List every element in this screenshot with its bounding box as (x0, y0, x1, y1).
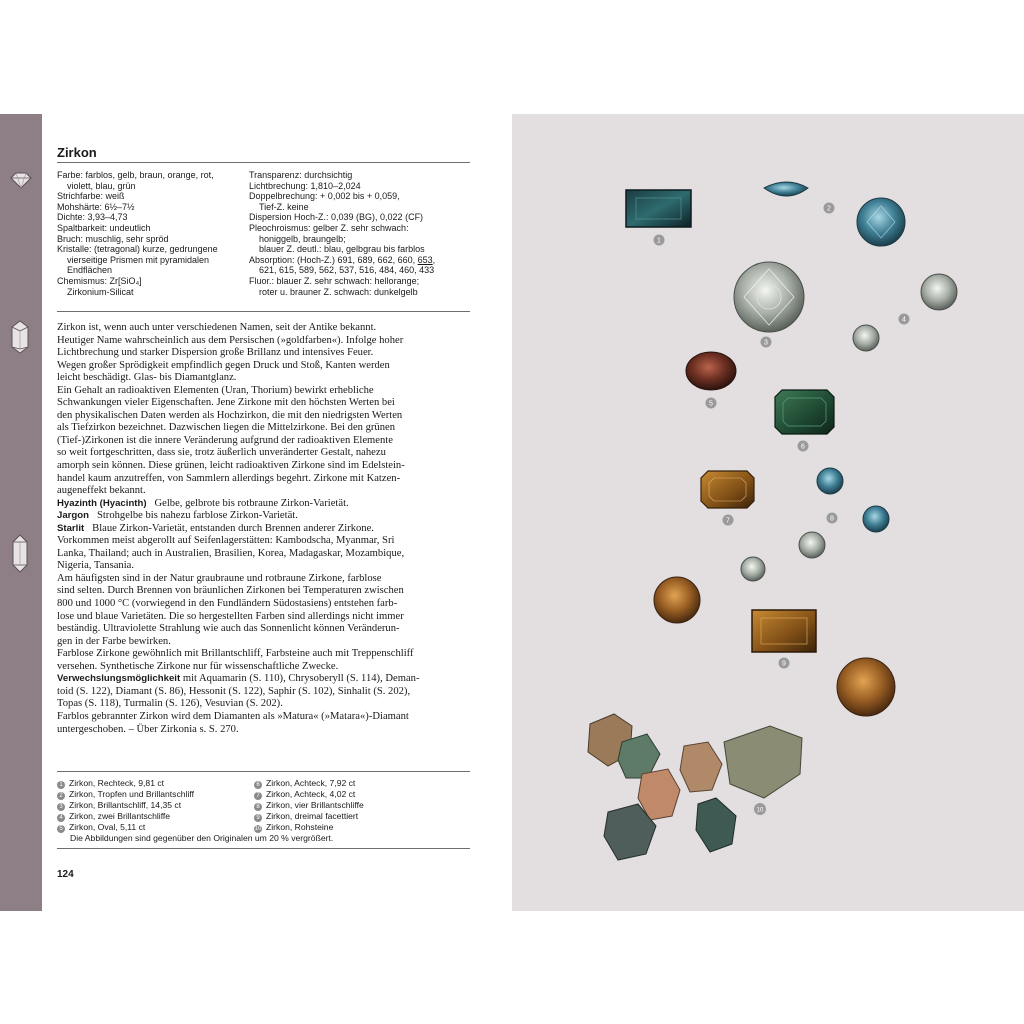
body-line: leicht beschädigt. Glas- bis Diamantglanz. (57, 372, 237, 384)
caption-item (57, 778, 194, 789)
body-line: Schwankungen vieler Eigenschaften. Jene Zirkone mit den höchsten Werten bei (57, 397, 395, 409)
absorption-underlined-value: 653 (417, 254, 433, 265)
caption-item (254, 778, 364, 789)
prop-kristalle-cont: vierseitige Prismen mit pyramidalen (67, 254, 210, 265)
chapter-sidebar (0, 114, 42, 911)
body-line: sind selten. Durch Brennen von bräunlichen Zirkonen bei Temperaturen zwischen (57, 585, 404, 597)
prop-farbe: Farbe: farblos, gelb, braun, orange, rot, (57, 170, 214, 180)
body-text (57, 322, 472, 736)
caption-number: 8 (254, 803, 262, 811)
body-line: Lanka, Thailand; auch in Australien, Brasilien, Korea, Madagaskar, Mozambique, (57, 547, 405, 559)
body-line: augeneffekt bekannt. (57, 485, 146, 497)
prop-chemismus: Chemismus: Zr[SiO₄] (57, 275, 142, 286)
variety-term: Starlit (57, 522, 85, 534)
body-line: Heutiger Name wahrscheinlich aus dem Persischen (»goldfarben«). Infolge hoher (57, 334, 404, 346)
variety-starlit (57, 523, 472, 536)
variety-term: Jargon (57, 510, 89, 522)
caption-item (254, 822, 364, 833)
gem-8-brilliant-d (741, 557, 765, 581)
prop-bruch: Bruch: muschlig, sehr spröd (57, 233, 169, 244)
gemstone-illustration (512, 114, 1024, 911)
photo-label-7: 7 (726, 517, 730, 525)
body-line: Zirkon ist, wenn auch unter verschiedenen Namen, seit der Antike bekannt. (57, 322, 377, 333)
body-line: Topas (S. 118), Turmalin (S. 126), Vesuvian (S. 202). (57, 698, 283, 710)
body-line: gen in der Farbe bewirken. (57, 635, 171, 647)
body-line: Farblose Zirkone gewöhnlich mit Brillantschliff, Farbsteine auch mit Treppenschliff (57, 648, 414, 660)
gem-10-rough-d (680, 742, 722, 792)
footer-rule (57, 848, 470, 849)
confusion-term: Verwechslungsmöglichkeit (57, 673, 181, 685)
caption-item (57, 811, 194, 822)
gem-5-oval (686, 352, 736, 390)
body-line: (Tief-)Zirkonen ist die innere Veränderung aufgrund der radioaktiven Elemente (57, 434, 393, 446)
diamond-icon (9, 170, 33, 190)
photo-label-1: 1 (657, 237, 661, 245)
body-line: Wegen großer Sprödigkeit empfindlich gegen Druck und Stoß, Kanten werden (57, 359, 390, 371)
absorption-comma: , (432, 254, 436, 265)
caption-item (57, 789, 194, 800)
caption-number: 5 (57, 825, 65, 833)
confusion-line (57, 673, 472, 686)
prop-doppelbrechung-cont: Tief-Z. keine (259, 201, 309, 212)
crystal-icon (9, 319, 31, 355)
page-number: 124 (57, 869, 74, 880)
caption-item (57, 800, 194, 811)
body-line: als Tiefzirkon bezeichnet. Dazwischen liegen die Mittelzirkone. Bei den grünen (57, 422, 396, 434)
caption-text: Zirkon, Brillantschliff, 14,35 ct (69, 800, 182, 811)
body-line: Ein Gehalt an radioaktiven Elementen (Uran, Thorium) bewirkt erhebliche (57, 384, 374, 396)
photo-label-2: 2 (827, 205, 831, 213)
variety-desc: Strohgelbe bis nahezu farblose Zirkon-Varietät. (96, 510, 298, 522)
crystal-prism-icon (9, 534, 31, 574)
gem-9-round (654, 577, 700, 623)
body-line: toid (S. 122), Diamant (S. 86), Hessonit (S. 122), Saphir (S. 102), Sinhalit (S. 202), (57, 685, 411, 697)
variety-desc: Gelbe, gelbrote bis rotbraune Zirkon-Varietät. (154, 497, 349, 509)
prop-chemismus-cont: Zirkonium-Silicat (67, 286, 134, 297)
prop-lichtbrechung: Lichtbrechung: 1,810–2,024 (249, 180, 361, 191)
caption-text: Zirkon, dreimal facettiert (266, 811, 359, 822)
properties-right (249, 170, 435, 297)
caption-text: Zirkon, Achteck, 4,02 ct (266, 789, 356, 800)
gem-4-brilliant-b (853, 325, 879, 351)
gem-8-brilliant-b (863, 506, 889, 532)
prop-kristalle-cont2: Endflächen (67, 265, 113, 276)
caption-note: Die Abbildungen sind gegenüber den Originalen um 20 % vergrößert. (70, 833, 334, 843)
caption-item (254, 811, 364, 822)
caption-number: 1 (57, 781, 65, 789)
prop-strichfarbe: Strichfarbe: weiß (57, 191, 125, 202)
absorption-text: Absorption: (Hoch-Z.) 691, 689, 662, 660, (249, 254, 416, 265)
prop-absorption (249, 255, 435, 266)
body-line: Farblos gebrannter Zirkon wird dem Diamanten als »Matura« (»Matara«)-Diamant (57, 710, 409, 722)
gem-9-brilliant (837, 658, 895, 716)
prop-fluor-cont: roter u. brauner Z. schwach: dunkelgelb (259, 286, 418, 297)
prop-kristalle: Kristalle: (tetragonal) kurze, gedrungene (57, 244, 218, 255)
prop-farbe-cont: violett, blau, grün (67, 180, 136, 191)
caption-text: Zirkon, vier Brillantschliffe (266, 800, 364, 811)
body-line: den physikalischen Daten werden als Hochzirkon, die mit den niedrigsten Werten (57, 409, 403, 421)
variety-desc: Blaue Zirkon-Varietät, entstanden durch Brennen anderer Zirkone. (92, 522, 374, 534)
captions-left (57, 778, 194, 833)
prop-mohshaerte: Mohshärte: 6½–7½ (57, 201, 135, 212)
photo-label-10: 10 (756, 807, 764, 814)
gem-2-drop (764, 182, 808, 196)
caption-item (57, 822, 194, 833)
prop-pleochroismus-cont: honiggelb, braungelb; (259, 233, 346, 244)
caption-number: 4 (57, 814, 65, 822)
caption-number: 7 (254, 792, 262, 800)
caption-text: Zirkon, Tropfen und Brillantschliff (69, 789, 194, 800)
caption-item (254, 800, 364, 811)
body-line: Vorkommen meist abgerollt auf Seifenlagerstätten: Kambodscha, Myanmar, Sri (57, 535, 395, 547)
photo-label-5: 5 (709, 400, 713, 408)
captions-right (254, 778, 364, 833)
photo-label-8: 8 (830, 515, 834, 523)
prop-dichte: Dichte: 3,93–4,73 (57, 212, 128, 223)
prop-spaltbarkeit: Spaltbarkeit: undeutlich (57, 222, 151, 233)
gemstone-photo (512, 114, 1024, 911)
body-line: amorph sein können. Diese grünen, leicht radioaktiven Zirkone sind im Edelstein- (57, 460, 405, 472)
prop-dispersion: Dispersion Hoch-Z.: 0,039 (BG), 0,022 (CF) (249, 212, 424, 223)
caption-number: 3 (57, 803, 65, 811)
text-page (42, 114, 512, 911)
caption-number: 10 (254, 826, 262, 833)
gem-6-octagon (775, 390, 834, 434)
gem-8-brilliant-a (817, 468, 843, 494)
variety-jargon (57, 510, 472, 523)
prop-transparenz: Transparenz: durchsichtig (249, 170, 353, 180)
photo-label-9: 9 (782, 660, 786, 668)
body-line: so weit fortgeschritten, dass sie, trotz äußerlich unveränderter Gestalt, nahezu (57, 447, 386, 459)
body-line: Am häufigsten sind in der Natur graubraune und rotbraune Zirkone, farblose (57, 572, 382, 584)
caption-number: 2 (57, 792, 65, 800)
gem-8-brilliant-c (799, 532, 825, 558)
photo-label-6: 6 (801, 443, 805, 451)
body-line: handel kaum anzutreffen, von Sammlern allerdings begehrt. Zirkone mit Katzen- (57, 472, 401, 484)
body-line: Lichtbrechung und starker Dispersion große Brillanz und intensives Feuer. (57, 347, 374, 359)
properties-rule (57, 311, 470, 312)
gem-10-rough-g (696, 798, 736, 852)
body-line: untergeschoben. – Über Zirkonia s. S. 270. (57, 723, 239, 735)
body-line: 800 und 1000 °C (vorwiegend in den Fundländern Südostasiens) entstehen farb- (57, 598, 398, 610)
prop-pleochroismus-cont2: blauer Z. deutl.: blau, gelbgrau bis farblos (259, 244, 425, 255)
variety-term: Hyazinth (Hyacinth) (57, 497, 147, 509)
gem-2-brilliant (857, 198, 905, 246)
caption-number: 9 (254, 814, 262, 822)
caption-number: 6 (254, 781, 262, 789)
caption-text: Zirkon, Achteck, 7,92 ct (266, 778, 356, 788)
title-rule (57, 162, 470, 163)
caption-text: Zirkon, Rohsteine (266, 822, 334, 833)
confusion-text: mit Aquamarin (S. 110), Chrysoberyll (S. 114), Deman- (182, 673, 420, 685)
body-line: lose und blaue Varietäten. Die so hergestellten Farben sind allerdings nicht immer (57, 610, 404, 622)
properties-left (57, 170, 218, 297)
photo-label-4: 4 (902, 316, 906, 324)
body-line: beständig. Ultraviolette Strahlung wie auch das Sonnenlicht können Veränderun- (57, 623, 400, 635)
caption-item (254, 789, 364, 800)
caption-text: Zirkon, Oval, 5,11 ct (69, 822, 146, 833)
body-line: Nigeria, Tansania. (57, 560, 135, 572)
prop-doppelbrechung: Doppelbrechung: + 0,002 bis + 0,059, (249, 191, 400, 202)
gem-9-rectangle (752, 610, 816, 652)
caption-rule (57, 771, 470, 772)
caption-text: Zirkon, zwei Brillantschliffe (69, 811, 171, 822)
variety-hyazinth (57, 498, 472, 511)
photo-label-3: 3 (764, 339, 768, 347)
page-title: Zirkon (57, 145, 97, 160)
prop-fluor: Fluor.: blauer Z. sehr schwach: hellorange; (249, 275, 420, 286)
caption-text: Zirkon, Rechteck, 9,81 ct (69, 778, 165, 788)
gem-4-brilliant-a (921, 274, 957, 310)
gem-10-rough-e (724, 726, 802, 798)
prop-pleochroismus: Pleochroismus: gelber Z. sehr schwach: (249, 222, 409, 233)
prop-absorption-cont: 621, 615, 589, 562, 537, 516, 484, 460, 433 (259, 265, 435, 276)
body-line: versehen. Synthetische Zirkone nur für wissenschaftliche Zwecke. (57, 660, 339, 672)
